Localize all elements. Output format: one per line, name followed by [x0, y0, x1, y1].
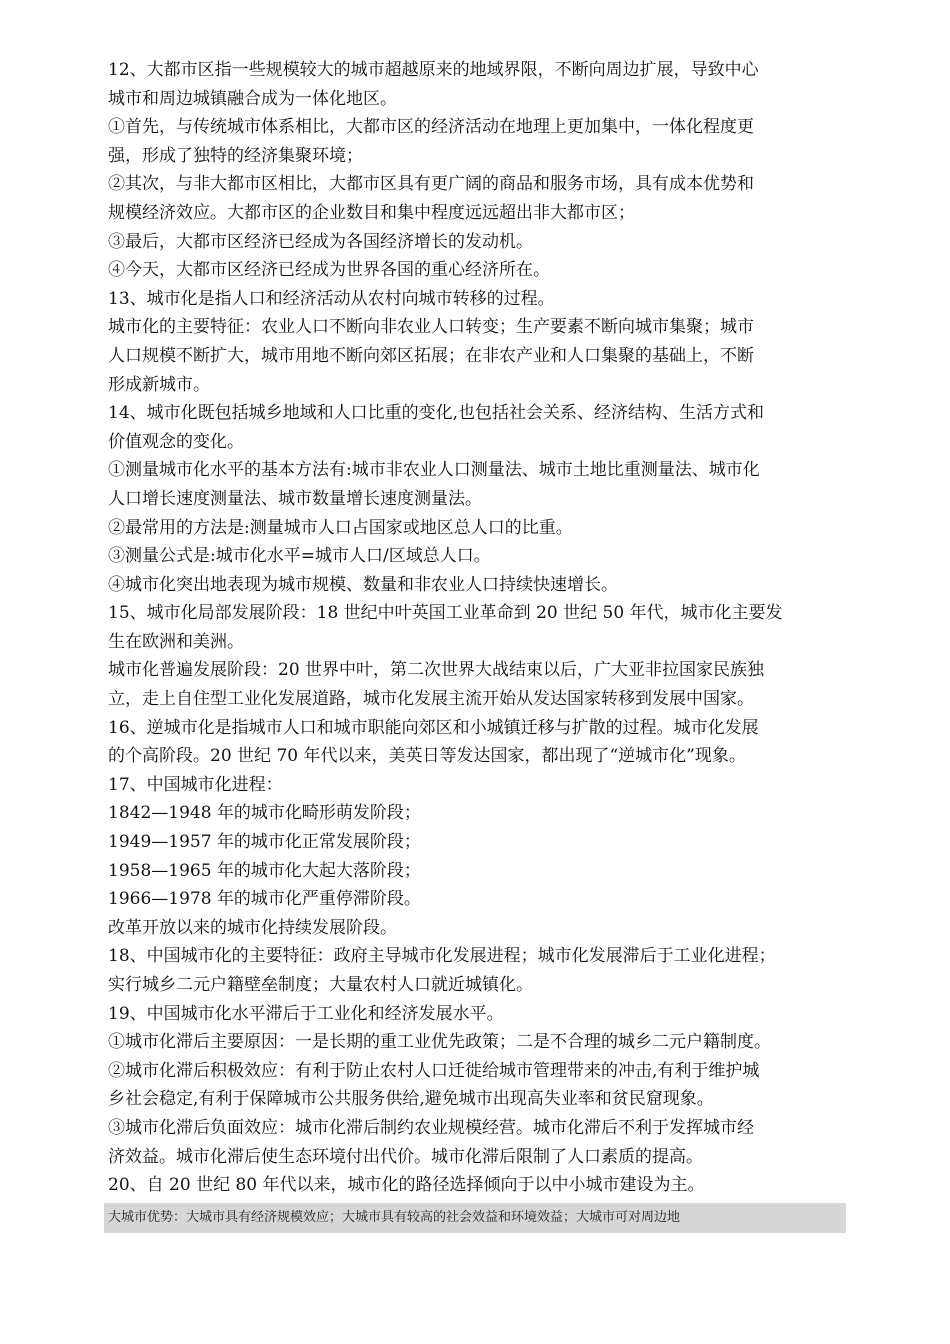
text-line: ③城市化滞后负面效应：城市化滞后制约农业规模经营。城市化滞后不利于发挥城市经 [108, 1117, 754, 1138]
text-line: 改革开放以来的城市化持续发展阶段。 [108, 917, 397, 938]
text-line: ④城市化突出地表现为城市规模、数量和非农业人口持续快速增长。 [108, 574, 618, 595]
document-body [108, 56, 848, 1200]
text-line: 人口规模不断扩大，城市用地不断向郊区拓展；在非农产业和人口集聚的基础上，不断 [108, 345, 754, 366]
text-line: 强，形成了独特的经济集聚环境； [108, 145, 363, 166]
text-line: 生在欧洲和美洲。 [108, 631, 244, 652]
text-line: 实行城乡二元户籍壁垒制度；大量农村人口就近城镇化。 [108, 975, 533, 995]
text-line: 城市化普遍发展阶段：20 世界中叶，第二次世界大战结束以后，广大亚非拉国家民族独 [108, 660, 765, 681]
text-line: 1949—1957 年的城市化正常发展阶段； [108, 832, 421, 853]
text-line: ①首先，与传统城市体系相比，大都市区的经济活动在地理上更加集中，一体化程度更 [108, 117, 754, 138]
text-line: ④今天，大都市区经济已经成为世界各国的重心经济所在。 [108, 260, 550, 281]
text-line: 人口增长速度测量法、城市数量增长速度测量法。 [108, 488, 482, 509]
text-line: 城市和周边城镇融合成为一体化地区。 [108, 88, 397, 109]
text-line: ②城市化滞后积极效应：有利于防止农村人口迁徙给城市管理带来的冲击,有利于维护城 [108, 1060, 760, 1081]
text-line: 形成新城市。 [108, 374, 210, 395]
text-line: 15、城市化局部发展阶段：18 世纪中叶英国工业革命到 20 世纪 50 年代，城市化主要发 [108, 603, 783, 624]
text-line: 19、中国城市化水平滞后于工业化和经济发展水平。 [108, 1003, 504, 1024]
text-line: 的个高阶段。20 世纪 70 年代以来，美英日等发达国家，都出现了“逆城市化”现象。 [108, 746, 746, 767]
text-line: 14、城市化既包括城乡地域和人口比重的变化,也包括社会关系、经济结构、生活方式和 [108, 403, 765, 424]
text-line: 1958—1965 年的城市化大起大落阶段； [108, 860, 421, 881]
text-line: 12、大都市区指一些规模较大的城市超越原来的地域界限，不断向周边扩展，导致中心 [108, 60, 759, 80]
text-line: 18、中国城市化的主要特征：政府主导城市化发展进程；城市化发展滞后于工业化进程； [108, 946, 776, 967]
text-line: ②其次，与非大都市区相比，大都市区具有更广阔的商品和服务市场，具有成本优势和 [108, 174, 754, 195]
highlighted-footer-line: 大城市优势：大城市具有经济规模效应；大城市具有较高的社会效益和环境效益；大城市可对周边地 [104, 1203, 846, 1233]
text-line: ③测量公式是:城市化水平=城市人口/区域总人口。 [108, 546, 491, 567]
text-line: 城市化的主要特征：农业人口不断向非农业人口转变；生产要素不断向城市集聚；城市 [108, 317, 754, 338]
text-line: ①测量城市化水平的基本方法有:城市非农业人口测量法、城市土地比重测量法、城市化 [108, 460, 760, 481]
text-line: 13、城市化是指人口和经济活动从农村向城市转移的过程。 [108, 288, 555, 309]
text-line: 规模经济效应。大都市区的企业数目和集中程度远远超出非大都市区； [108, 202, 635, 223]
text-line: 1966—1978 年的城市化严重停滞阶段。 [108, 889, 421, 910]
text-line: 17、中国城市化进程： [108, 774, 283, 795]
text-line: ①城市化滞后主要原因：一是长期的重工业优先政策；二是不合理的城乡二元户籍制度。 [108, 1032, 771, 1053]
text-line: 16、逆城市化是指城市人口和城市职能向郊区和小城镇迁移与扩散的过程。城市化发展 [108, 717, 759, 738]
text-line: 价值观念的变化。 [108, 431, 244, 452]
text-line: 立，走上自住型工业化发展道路，城市化发展主流开始从发达国家转移到发展中国家。 [108, 689, 754, 710]
text-line: 20、自 20 世纪 80 年代以来，城市化的路径选择倾向于以中小城市建设为主。 [108, 1175, 705, 1196]
text-line: 济效益。城市化滞后使生态环境付出代价。城市化滞后限制了人口素质的提高。 [108, 1146, 703, 1167]
text-line: ②最常用的方法是:测量城市人口占国家或地区总人口的比重。 [108, 517, 573, 538]
text-line: ③最后，大都市区经济已经成为各国经济增长的发动机。 [108, 231, 533, 252]
text-line: 1842—1948 年的城市化畸形萌发阶段； [108, 803, 421, 824]
text-line: 乡社会稳定,有利于保障城市公共服务供给,避免城市出现高失业率和贫民窟现象。 [108, 1089, 714, 1110]
